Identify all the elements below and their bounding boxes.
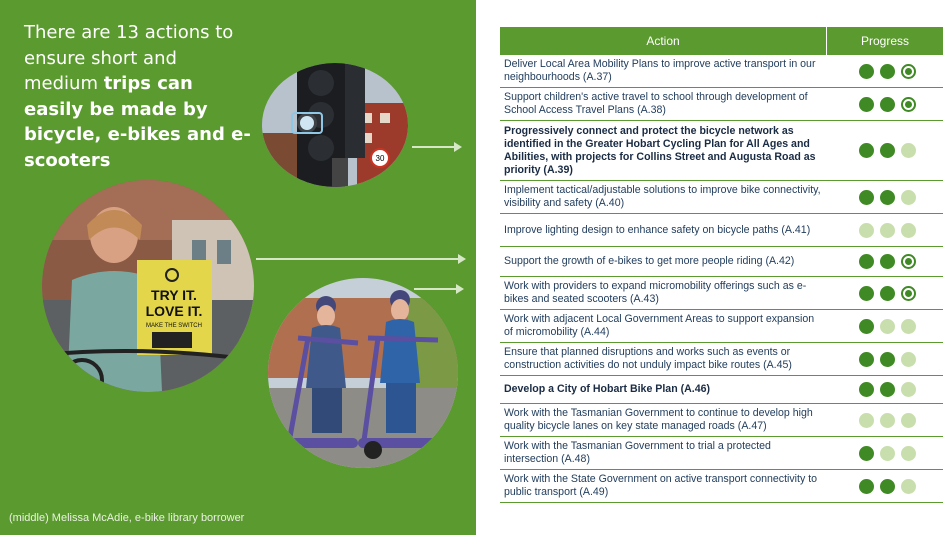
woman-with-poster-image — [42, 180, 254, 392]
progress-indicators — [826, 352, 943, 367]
progress-indicators — [826, 143, 943, 158]
arrow-traffic-light — [412, 146, 460, 148]
progress-pending-icon — [901, 446, 916, 461]
table-row — [500, 376, 943, 404]
table-row — [500, 181, 943, 214]
progress-indicators — [826, 223, 943, 238]
table-row — [500, 55, 943, 88]
action-text: Implement tactical/adjustable solutions to improve bike connectivity, visibility and safety (A.40) — [504, 184, 821, 209]
action-text: Develop a City of Hobart Bike Plan (A.46) — [504, 383, 711, 395]
progress-complete-icon — [859, 319, 874, 334]
actions-table — [500, 27, 943, 503]
table-row — [500, 437, 943, 470]
action-text: Improve lighting design to enhance safety on bicycle paths (A.41) — [504, 223, 811, 236]
table-row — [500, 343, 943, 376]
action-text: Progressively connect and protect the bicycle network as identified in the Greater Hobart Cycling Plan for All Ages and Abilities, with projects for Collins Street and Augusta Road as priority (A.39) — [504, 124, 816, 176]
progress-pending-icon — [901, 382, 916, 397]
progress-complete-icon — [859, 254, 874, 269]
progress-indicators — [826, 97, 943, 112]
progress-pending-icon — [859, 413, 874, 428]
progress-pending-icon — [880, 319, 895, 334]
traffic-light-photo — [262, 63, 408, 187]
header-action: Action — [646, 34, 680, 48]
action-text: Work with the State Government on active transport connectivity to public transport (A.49) — [504, 473, 818, 498]
progress-complete-icon — [859, 446, 874, 461]
progress-pending-icon — [901, 143, 916, 158]
poster-line2: LOVE IT. — [145, 303, 203, 319]
progress-pending-icon — [880, 223, 895, 238]
table-header — [500, 27, 943, 55]
progress-in-progress-icon — [901, 64, 916, 79]
progress-indicators — [826, 64, 943, 79]
progress-in-progress-icon — [901, 254, 916, 269]
table-row — [500, 247, 943, 277]
progress-complete-icon — [859, 190, 874, 205]
progress-indicators — [826, 413, 943, 428]
table-row — [500, 277, 943, 310]
table-row — [500, 404, 943, 437]
progress-complete-icon — [880, 143, 895, 158]
progress-pending-icon — [901, 223, 916, 238]
action-text: Work with providers to expand micromobility offerings such as e-bikes and seated scooters (A.43) — [504, 280, 807, 305]
table-row — [500, 121, 943, 181]
progress-pending-icon — [901, 190, 916, 205]
progress-complete-icon — [859, 143, 874, 158]
table-row — [500, 470, 943, 503]
action-text: Deliver Local Area Mobility Plans to improve active transport in our neighbourhoods (A.37) — [504, 58, 816, 83]
e-scooter-riders-photo — [268, 278, 458, 468]
table-body — [500, 55, 943, 503]
progress-complete-icon — [859, 286, 874, 301]
action-text: Work with the Tasmanian Government to continue to develop high quality bicycle lanes on key state managed roads (A.47) — [504, 407, 813, 432]
table-row — [500, 310, 943, 343]
action-text: Support children's active travel to school through development of School Access Travel Plans (A.38) — [504, 91, 808, 116]
progress-in-progress-icon — [901, 97, 916, 112]
headline-text: There are 13 actions to ensure short and medium — [24, 22, 234, 94]
scooter-riders-image — [268, 278, 458, 468]
progress-complete-icon — [859, 479, 874, 494]
progress-indicators — [826, 286, 943, 301]
action-text: Support the growth of e-bikes to get more people riding (A.42) — [504, 255, 795, 267]
poster-line1: TRY IT. — [151, 287, 197, 303]
progress-pending-icon — [901, 413, 916, 428]
progress-pending-icon — [880, 413, 895, 428]
progress-indicators — [826, 446, 943, 461]
poster-line3: MAKE THE SWITCH — [146, 323, 202, 329]
action-text: Ensure that planned disruptions and works such as events or construction activities do not unduly impact bike routes (A.45) — [504, 346, 792, 371]
progress-complete-icon — [880, 64, 895, 79]
arrow-poster — [256, 258, 464, 260]
progress-pending-icon — [901, 319, 916, 334]
action-text: Work with the Tasmanian Government to trial a protected intersection (A.48) — [504, 440, 771, 465]
table-row — [500, 88, 943, 121]
progress-indicators — [826, 254, 943, 269]
progress-pending-icon — [880, 446, 895, 461]
progress-pending-icon — [859, 223, 874, 238]
headline-bold-text: trips can easily be made by bicycle, e-bikes and e-scooters — [24, 73, 251, 171]
progress-complete-icon — [859, 64, 874, 79]
progress-complete-icon — [880, 479, 895, 494]
progress-pending-icon — [901, 352, 916, 367]
photo-caption: (middle) Melissa McAdie, e-bike library borrower — [9, 512, 245, 524]
progress-indicators — [826, 479, 943, 494]
progress-complete-icon — [859, 382, 874, 397]
progress-pending-icon — [901, 479, 916, 494]
action-text: Work with adjacent Local Government Areas to support expansion of micromobility (A.44) — [504, 313, 815, 338]
progress-complete-icon — [880, 97, 895, 112]
progress-complete-icon — [880, 286, 895, 301]
header-progress: Progress — [826, 27, 943, 55]
traffic-light-image — [262, 63, 408, 187]
arrow-scooters — [414, 288, 462, 290]
headline — [24, 20, 254, 173]
progress-complete-icon — [859, 352, 874, 367]
progress-complete-icon — [859, 97, 874, 112]
svg-text:30: 30 — [375, 154, 385, 163]
table-row — [500, 214, 943, 247]
progress-indicators — [826, 382, 943, 397]
progress-complete-icon — [880, 254, 895, 269]
e-bike-poster-photo — [42, 180, 254, 392]
progress-complete-icon — [880, 382, 895, 397]
progress-indicators — [826, 190, 943, 205]
progress-in-progress-icon — [901, 286, 916, 301]
progress-complete-icon — [880, 190, 895, 205]
progress-indicators — [826, 319, 943, 334]
progress-complete-icon — [880, 352, 895, 367]
